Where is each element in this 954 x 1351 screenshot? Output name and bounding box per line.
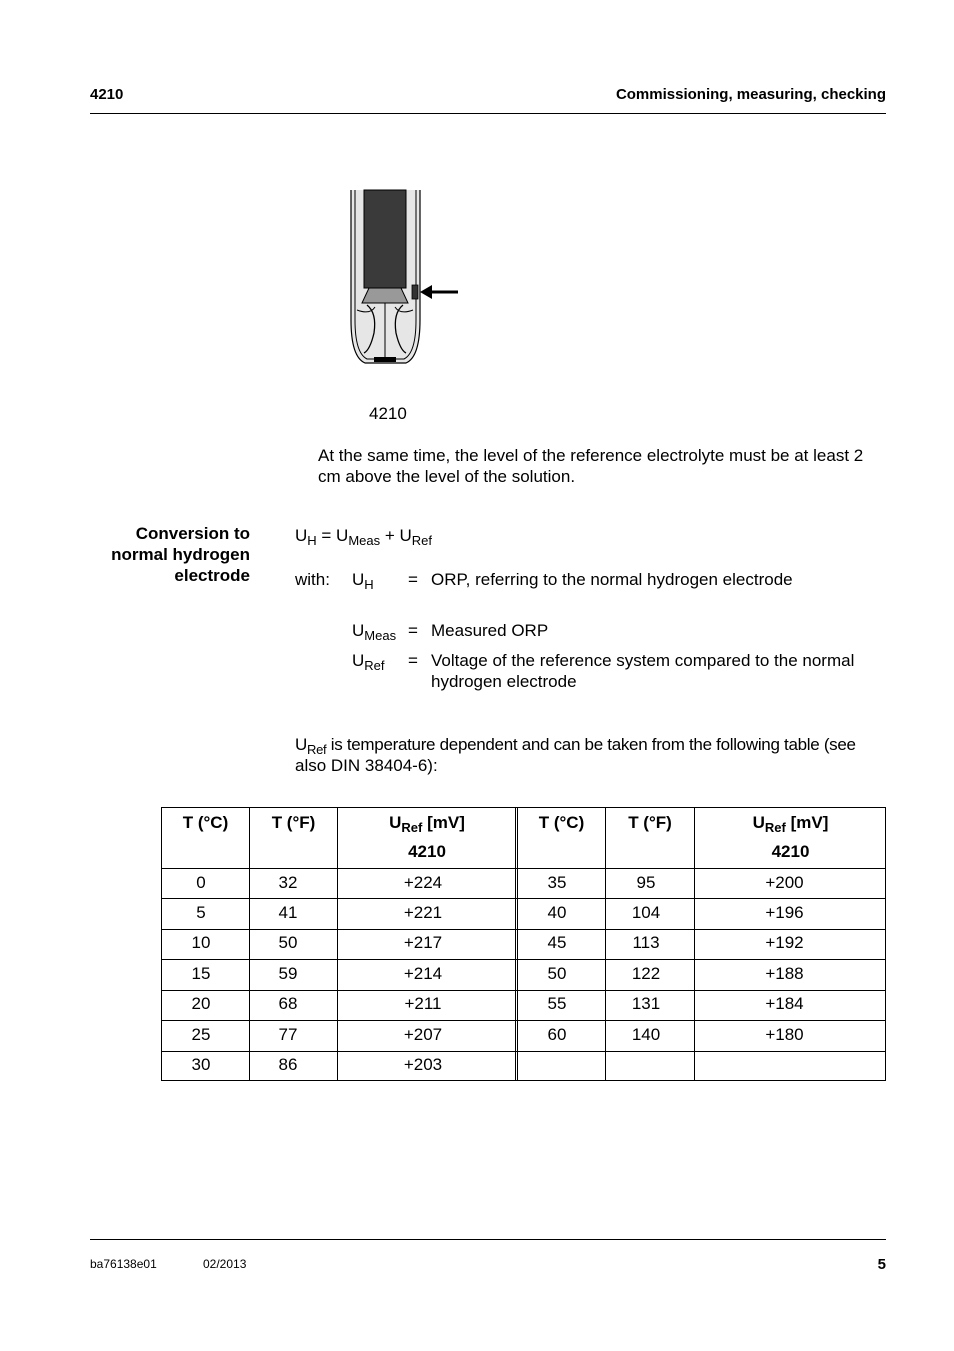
table-cell: +184 [765, 994, 804, 1013]
section-sidenote [90, 523, 250, 586]
sidenote-line: Conversion to [135, 524, 250, 543]
table-cell: 0 [196, 873, 206, 892]
table-cell: +180 [765, 1025, 804, 1044]
definition-equals: = [408, 651, 418, 670]
footer-date: 02/2013 [203, 1257, 247, 1271]
table-cell: +207 [403, 1025, 443, 1044]
footer-rule [90, 1239, 886, 1240]
table-cell: +211 [404, 994, 442, 1013]
table-cell: 30 [191, 1055, 211, 1074]
table-cell [606, 1055, 686, 1075]
table-cell: +217 [403, 933, 443, 952]
table-cell: 113 [632, 933, 660, 952]
table-cell: +203 [403, 1055, 443, 1074]
table-cell: +188 [765, 964, 804, 983]
table-cell: 86 [278, 1055, 298, 1074]
header-uref: $U_{Ref}$ [mV] [389, 813, 465, 835]
table-cell: 32 [278, 873, 298, 892]
uref-note: $U_{Ref}$ is temperature dependent and can be taken from the following table (see [295, 735, 856, 757]
header-rule [90, 113, 886, 114]
sidenote-line: normal hydrogen [111, 545, 250, 564]
with-label: with: [295, 570, 330, 589]
table-cell: 5 [196, 903, 206, 922]
uref-temperature-table [161, 807, 886, 1081]
definition-symbol: $U_{Ref}$ [352, 651, 385, 673]
header-temp-c: T (°C) [538, 813, 585, 832]
table-cell: 104 [631, 903, 661, 922]
definition-text: hydrogen electrode [431, 672, 577, 691]
header-temp-f: T (°F) [271, 813, 316, 832]
table-cell: +196 [765, 903, 804, 922]
header-doc-number: 4210 [90, 86, 124, 103]
header-section-title: Commissioning, measuring, checking [615, 86, 886, 103]
definition-text: Measured ORP [431, 621, 549, 640]
table-cell: +200 [765, 873, 804, 892]
header-uref: $U_{Ref}$ [mV] [752, 813, 829, 835]
table-cell: 60 [547, 1025, 567, 1044]
table-cell: 35 [547, 873, 567, 892]
table-cell: +221 [403, 903, 443, 922]
uref-note-continued: also DIN 38404-6): [295, 756, 438, 775]
table-cell: 122 [631, 964, 661, 983]
table-cell: 41 [278, 903, 298, 922]
electrode-illustration [340, 185, 470, 370]
table-cell: +192 [765, 933, 804, 952]
header-temp-f: T (°F) [628, 813, 672, 832]
footer-doc-id: ba76138e01 [90, 1257, 157, 1271]
definition-text: ORP, referring to the normal hydrogen electrode [431, 570, 793, 589]
definition-equals: = [408, 570, 418, 589]
figure-caption: 4210 [369, 404, 407, 423]
table-cell: 131 [631, 994, 661, 1013]
table-cell: 10 [191, 933, 211, 952]
table-cell: 140 [631, 1025, 661, 1044]
table-cell: 59 [278, 964, 298, 983]
header-temp-c: T (°C) [182, 813, 229, 832]
table-cell: 15 [191, 964, 211, 983]
header-model: 4210 [771, 842, 810, 861]
intro-paragraph: At the same time, the level of the reference electrolyte must be at least 2 cm above the level of the solution. [318, 446, 864, 486]
conversion-formula: $U_H = U_{Meas} + U_{Ref}$ [295, 526, 433, 548]
table-cell: +224 [403, 873, 443, 892]
table-cell: 68 [278, 994, 298, 1013]
definition-text: Voltage of the reference system compared to the normal [431, 651, 855, 670]
definition-symbol: $U_{Meas}$ [352, 621, 397, 643]
table-cell [518, 1055, 596, 1075]
table-cell: 77 [278, 1025, 298, 1044]
definition-equals: = [408, 621, 418, 640]
table-cell [695, 1055, 874, 1075]
table-cell: 50 [278, 933, 298, 952]
table-cell: 20 [191, 994, 211, 1013]
table-cell: 45 [547, 933, 567, 952]
definition-symbol: $U_H$ [352, 570, 374, 592]
table-cell: 50 [547, 964, 567, 983]
sidenote-line: electrode [174, 566, 250, 585]
page-number: 5 [877, 1256, 886, 1273]
header-model: 4210 [408, 842, 446, 861]
table-cell: 25 [191, 1025, 211, 1044]
table-cell: 40 [547, 903, 567, 922]
table-cell: +214 [403, 964, 443, 983]
table-cell: 95 [636, 873, 656, 892]
table-cell: 55 [547, 994, 567, 1013]
